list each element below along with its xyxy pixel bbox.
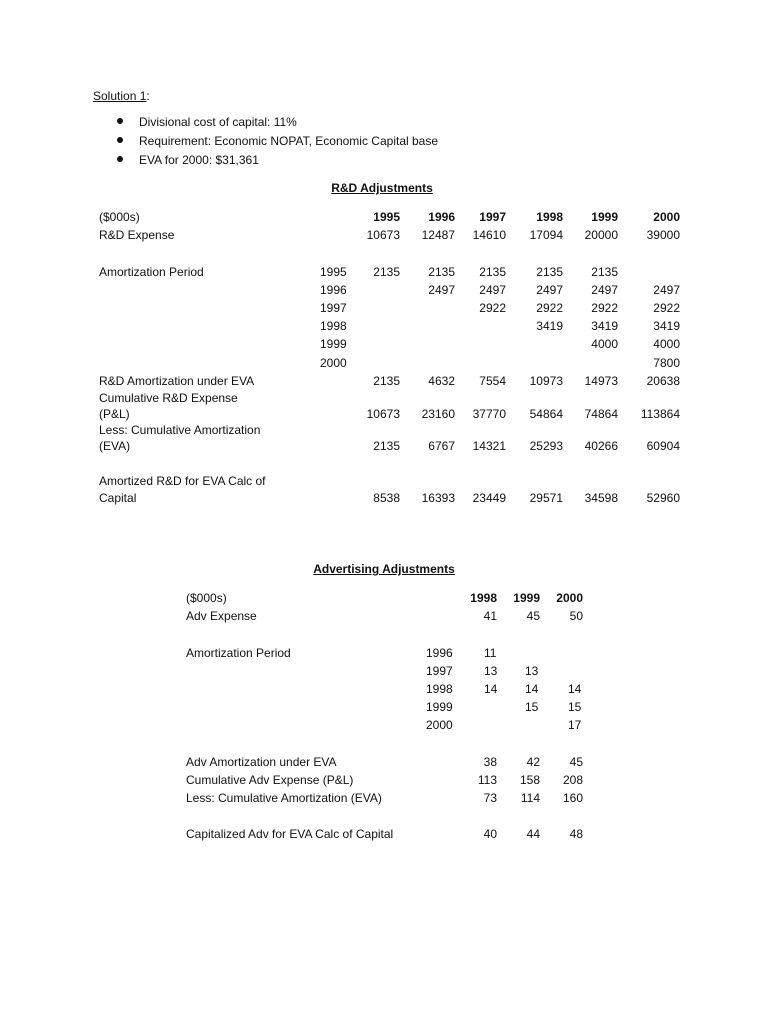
rd-cum-expense-label-2: (P&L) <box>99 407 130 421</box>
adv-amort-cell: 11 <box>484 646 497 660</box>
rd-amort-cell: 4000 <box>653 337 680 351</box>
rd-amort-cell: 2497 <box>479 283 506 297</box>
adv-amort-year: 1998 <box>426 682 453 696</box>
adv-cum-expense-label: Cumulative Adv Expense (P&L) <box>186 773 354 787</box>
rd-amort-label: Amortization Period <box>99 265 204 279</box>
rd-amort-cell: 2922 <box>653 301 680 315</box>
rd-cum-expense-cell: 54864 <box>529 407 563 421</box>
rd-title: R&D Adjustments <box>331 181 433 195</box>
rd-cum-expense-label: Cumulative R&D Expense <box>99 391 238 405</box>
adv-capitalized-cell: 40 <box>483 827 497 841</box>
summary-bullets <box>117 115 438 172</box>
bullet-icon <box>117 156 123 162</box>
rd-amort-eva-cell: 4632 <box>428 374 455 388</box>
adv-amort-eva-cell: 45 <box>569 755 583 769</box>
adv-amort-cell: 14 <box>568 682 582 696</box>
rd-amortized-cell: 8538 <box>373 491 400 505</box>
adv-year-header: 2000 <box>556 591 583 605</box>
rd-year-header: 1996 <box>428 210 455 224</box>
bullet-item <box>117 153 438 172</box>
adv-amort-eva-label: Adv Amortization under EVA <box>186 755 337 769</box>
rd-expense-cell: 12487 <box>421 228 455 242</box>
adv-cum-expense-cell: 158 <box>519 773 540 787</box>
adv-expense-cell: 41 <box>483 609 497 623</box>
rd-cum-amort-cell: 14321 <box>472 439 506 453</box>
rd-amort-eva-cell: 10973 <box>529 374 563 388</box>
adv-capitalized-cell: 44 <box>526 827 540 841</box>
rd-amort-year: 1998 <box>320 319 347 333</box>
rd-amort-eva-cell: 7554 <box>479 374 506 388</box>
adv-expense-label: Adv Expense <box>186 609 257 623</box>
rd-amort-cell: 2922 <box>591 301 618 315</box>
adv-amort-cell: 17 <box>568 718 582 732</box>
rd-expense-cell: 14610 <box>472 228 506 242</box>
rd-amort-cell: 7800 <box>653 356 680 370</box>
adv-amort-cell: 14 <box>525 682 539 696</box>
rd-amort-cell: 2135 <box>373 265 400 279</box>
adv-amort-eva-cell: 38 <box>483 755 497 769</box>
adv-amort-cell: 15 <box>525 700 539 714</box>
bullet-icon <box>117 137 123 143</box>
adv-cum-amort-cell: 160 <box>562 791 583 805</box>
rd-cum-expense-cell: 37770 <box>472 407 506 421</box>
rd-expense-cell: 10673 <box>366 228 400 242</box>
rd-amort-cell: 2497 <box>653 283 680 297</box>
rd-year-header: 2000 <box>653 210 680 224</box>
rd-amort-eva-cell: 20638 <box>646 374 680 388</box>
adv-amort-cell: 13 <box>484 664 498 678</box>
adv-expense-cell: 50 <box>569 609 583 623</box>
rd-amortized-cell: 34598 <box>584 491 618 505</box>
adv-year-header: 1998 <box>470 591 497 605</box>
rd-cum-amort-cell: 40266 <box>584 439 618 453</box>
rd-amort-eva-cell: 2135 <box>373 374 400 388</box>
adv-amort-year: 2000 <box>426 718 453 732</box>
bullet-text: Requirement: Economic NOPAT, Economic Capital base <box>139 134 439 148</box>
rd-cum-amort-cell: 6767 <box>428 439 455 453</box>
rd-amort-cell: 2497 <box>591 283 618 297</box>
rd-amort-year: 1997 <box>320 301 347 315</box>
rd-amortized-cell: 23449 <box>472 491 506 505</box>
rd-amortized-label: Amortized R&D for EVA Calc of <box>99 474 266 488</box>
solution-heading-colon: : <box>146 89 150 103</box>
adv-amort-cell: 15 <box>568 700 582 714</box>
adv-cum-expense-cell: 208 <box>562 773 583 787</box>
rd-expense-cell: 39000 <box>646 228 680 242</box>
rd-amortized-cell: 16393 <box>421 491 455 505</box>
adv-amort-label: Amortization Period <box>186 646 291 660</box>
rd-amort-cell: 3419 <box>536 319 563 333</box>
rd-amort-cell: 2497 <box>428 283 455 297</box>
rd-amortized-cell: 29571 <box>529 491 563 505</box>
rd-amortized-cell: 52960 <box>646 491 680 505</box>
adv-cum-amort-cell: 73 <box>483 791 497 805</box>
adv-title: Advertising Adjustments <box>313 562 455 576</box>
rd-cum-expense-cell: 23160 <box>421 407 455 421</box>
rd-amort-year: 1995 <box>320 265 347 279</box>
adv-amort-year: 1999 <box>426 700 453 714</box>
adv-year-header: 1999 <box>513 591 540 605</box>
bullet-icon <box>117 118 123 124</box>
rd-amort-cell: 2135 <box>428 265 455 279</box>
adv-capitalized-label: Capitalized Adv for EVA Calc of Capital <box>186 827 394 841</box>
rd-amort-year: 1996 <box>320 283 347 297</box>
adv-amort-eva-cell: 42 <box>526 755 540 769</box>
bullet-item <box>117 115 438 134</box>
rd-amort-cell: 2135 <box>536 265 563 279</box>
adv-expense-cell: 45 <box>526 609 540 623</box>
rd-expense-cell: 20000 <box>584 228 618 242</box>
rd-cum-expense-cell: 74864 <box>584 407 618 421</box>
rd-year-header: 1995 <box>373 210 400 224</box>
adv-amort-year: 1996 <box>426 646 453 660</box>
solution-heading-text: Solution 1 <box>93 89 147 103</box>
bullet-item <box>117 134 438 153</box>
rd-year-header: 1999 <box>591 210 618 224</box>
adv-cum-amort-cell: 114 <box>520 791 540 805</box>
rd-cum-amort-cell: 2135 <box>373 439 400 453</box>
rd-amort-cell: 2135 <box>479 265 506 279</box>
rd-year-header: 1997 <box>479 210 506 224</box>
adv-amort-year: 1997 <box>426 664 453 678</box>
rd-expense-label: R&D Expense <box>99 228 175 242</box>
solution-heading <box>93 89 150 103</box>
adv-capitalized-cell: 48 <box>569 827 583 841</box>
rd-cum-amort-label: Less: Cumulative Amortization <box>99 423 261 437</box>
rd-cum-expense-cell: 10673 <box>366 407 400 421</box>
rd-amort-cell: 3419 <box>591 319 618 333</box>
rd-amort-eva-cell: 14973 <box>584 374 618 388</box>
rd-amort-year: 1999 <box>320 337 347 351</box>
rd-amortized-label-2: Capital <box>99 491 137 505</box>
rd-cum-amort-label-2: (EVA) <box>99 439 131 453</box>
rd-unit-label: ($000s) <box>99 210 140 224</box>
bullet-text: EVA for 2000: $31,361 <box>139 153 259 167</box>
adv-cum-amort-label: Less: Cumulative Amortization (EVA) <box>186 791 382 805</box>
rd-amort-year: 2000 <box>320 356 347 370</box>
rd-amort-eva-label: R&D Amortization under EVA <box>99 374 255 388</box>
rd-cum-amort-cell: 25293 <box>529 439 563 453</box>
rd-amort-cell: 4000 <box>591 337 618 351</box>
rd-amort-cell: 2922 <box>479 301 506 315</box>
rd-year-header: 1998 <box>536 210 563 224</box>
adv-unit-label: ($000s) <box>186 591 227 605</box>
rd-amort-cell: 2135 <box>591 265 618 279</box>
adv-cum-expense-cell: 113 <box>477 773 497 787</box>
rd-cum-expense-cell: 113864 <box>640 407 680 421</box>
rd-amort-cell: 2497 <box>536 283 563 297</box>
rd-amort-cell: 3419 <box>653 319 680 333</box>
adv-amort-cell: 13 <box>525 664 539 678</box>
adv-amort-cell: 14 <box>484 682 498 696</box>
bullet-text: Divisional cost of capital: 11% <box>139 115 297 129</box>
rd-cum-amort-cell: 60904 <box>646 439 680 453</box>
rd-expense-cell: 17094 <box>529 228 563 242</box>
rd-amort-cell: 2922 <box>536 301 563 315</box>
